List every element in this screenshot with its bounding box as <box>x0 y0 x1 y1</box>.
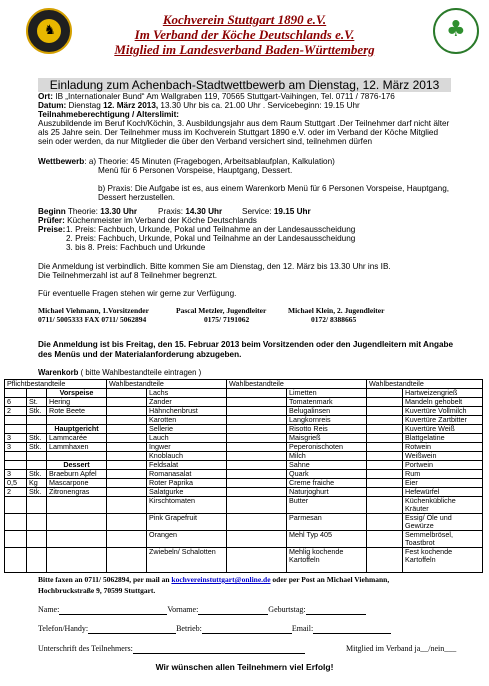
contact-phone-2: 0175/ 7191062 <box>204 315 250 324</box>
wettbewerb-a2: Menü für 6 Personen Vorspeise, Hauptgang, Dessert. <box>98 166 293 175</box>
warenkorb-input-cell[interactable] <box>107 461 147 470</box>
warenkorb-row <box>5 470 483 479</box>
wettbewerb-a1: : a) Theorie: 45 Minuten (Fragebogen, Arbeitsablaufplan, Kalkulation) <box>84 157 335 166</box>
warenkorb-cell: Rotwein <box>403 443 483 452</box>
warenkorb-cell: Mehlig kochende Kartoffeln <box>287 548 367 573</box>
warenkorb-cell: Sahne <box>287 461 367 470</box>
teilnahme-line-2: als 25 Jahre sein. Der Teilnehmer muss im Kochverein Stuttgart 1890 e.V. oder im Verband der Köche Mitglied <box>38 128 439 137</box>
warenkorb-header-cell: Wahlbestandteile <box>367 380 483 389</box>
form-row-2 <box>38 624 391 634</box>
warenkorb-cell <box>27 416 47 425</box>
header-line-2: Im Verband der Köche Deutschlands e.V. <box>134 27 355 42</box>
warenkorb-cell: Küchenkübliche Kräuter <box>403 497 483 514</box>
warenkorb-cell: 3 <box>5 434 27 443</box>
warenkorb-cell <box>47 416 107 425</box>
warenkorb-cell: Butter <box>287 497 367 514</box>
warenkorb-table <box>4 379 483 573</box>
warenkorb-cell: Eier <box>403 479 483 488</box>
betrieb-label: Betrieb: <box>176 624 202 633</box>
warenkorb-header-cell: Wahlbestandteile <box>227 380 367 389</box>
warenkorb-cell <box>5 514 27 531</box>
warenkorb-cell: Portwein <box>403 461 483 470</box>
warenkorb-row <box>5 434 483 443</box>
warenkorb-cell <box>47 548 107 573</box>
form-row-3 <box>38 644 305 654</box>
warenkorb-header-row <box>5 380 483 389</box>
verbindlich-line-1: Die Anmeldung ist verbindlich. Bitte kommen Sie am Dienstag, den 12. März bis 13.30 Uhr ins IB. <box>38 262 391 271</box>
warenkorb-cell: St. <box>27 398 47 407</box>
warenkorb-cell: Stk. <box>27 488 47 497</box>
warenkorb-row <box>5 443 483 452</box>
warenkorb-cell: Rote Beete <box>47 407 107 416</box>
warenkorb-input-cell[interactable] <box>107 514 147 531</box>
warenkorb-input-cell[interactable] <box>227 434 287 443</box>
horse-icon: ♞ <box>44 23 56 38</box>
anmeldung-line-2: des Menüs und der Materialanforderung abzugeben. <box>38 350 242 359</box>
warenkorb-cell <box>47 514 107 531</box>
datum-post: 13.30 Uhr bis ca. 21.00 Uhr . Servicebeginn: 19.15 Uhr <box>158 101 360 110</box>
warenkorb-cell: Hähnchenbrust <box>147 407 227 416</box>
warenkorb-cell <box>5 531 27 548</box>
service-label: Service: <box>242 207 274 216</box>
warenkorb-input-cell[interactable] <box>227 416 287 425</box>
teilnahme-label: Teilnahmeberechtigung / Alterslimit: <box>38 110 180 119</box>
warenkorb-input-cell[interactable] <box>107 389 147 398</box>
geburtstag-label: Geburtstag: <box>268 605 306 614</box>
geburtstag-field[interactable] <box>306 606 366 615</box>
warenkorb-input-cell[interactable] <box>227 398 287 407</box>
warenkorb-input-cell[interactable] <box>367 470 403 479</box>
warenkorb-cell: Langkornreis <box>287 416 367 425</box>
warenkorb-cell <box>47 452 107 461</box>
warenkorb-cell: Rum <box>403 470 483 479</box>
warenkorb-input-cell[interactable] <box>107 531 147 548</box>
warenkorb-input-cell[interactable] <box>107 497 147 514</box>
warenkorb-input-cell[interactable] <box>367 407 403 416</box>
clover-icon: ♣ <box>446 17 466 42</box>
email-label: Email: <box>291 624 314 633</box>
betrieb-field[interactable] <box>202 625 292 634</box>
service-time: 19.15 Uhr <box>273 207 311 216</box>
warenkorb-cell <box>27 461 47 470</box>
wettbewerb-b1: b) Praxis: Die Aufgabe ist es, aus einem Warenkorb Menü für 6 Personen Vorspeise, Hauptgang, <box>98 184 450 193</box>
warenkorb-cell: Hefewürfel <box>403 488 483 497</box>
wettbewerb-b2: Dessert herzustellen. <box>98 193 175 202</box>
warenkorb-cell <box>27 514 47 531</box>
warenkorb-input-cell[interactable] <box>367 514 403 531</box>
warenkorb-input-cell[interactable] <box>367 531 403 548</box>
warenkorb-input-cell[interactable] <box>227 425 287 434</box>
warenkorb-cell: Romanasalat <box>147 470 227 479</box>
warenkorb-input-cell[interactable] <box>107 398 147 407</box>
warenkorb-input-cell[interactable] <box>367 443 403 452</box>
address-line: Hochbruckstraße 9, 70599 Stuttgart. <box>38 586 156 595</box>
warenkorb-cell: Zwiebeln/ Schalotten <box>147 548 227 573</box>
contact-name-1: Michael Viehmann, 1.Vorsitzender <box>38 306 149 315</box>
header-line-1: Kochverein Stuttgart 1890 e.V. <box>162 12 327 27</box>
name-label: Name: <box>38 605 60 614</box>
warenkorb-cell: Lachs <box>147 389 227 398</box>
warenkorb-input-cell[interactable] <box>227 479 287 488</box>
warenkorb-cell <box>5 461 27 470</box>
warenkorb-cell <box>27 548 47 573</box>
warenkorb-cell: Knoblauch <box>147 452 227 461</box>
warenkorb-cell <box>5 425 27 434</box>
warenkorb-row <box>5 497 483 514</box>
warenkorb-input-cell[interactable] <box>107 488 147 497</box>
warenkorb-cell: Stk. <box>27 443 47 452</box>
warenkorb-cell: 2 <box>5 407 27 416</box>
warenkorb-input-cell[interactable] <box>227 389 287 398</box>
warenkorb-input-cell[interactable] <box>107 407 147 416</box>
warenkorb-input-cell[interactable] <box>227 443 287 452</box>
warenkorb-cell: Semmelbrösel, Toastbrot <box>403 531 483 548</box>
warenkorb-cell: Orangen <box>147 531 227 548</box>
unterschrift-field[interactable] <box>133 645 305 654</box>
warenkorb-input-cell[interactable] <box>107 479 147 488</box>
warenkorb-input-cell[interactable] <box>367 488 403 497</box>
warenkorb-cell: Hering <box>47 398 107 407</box>
fragen-line: Für eventuelle Fragen stehen wir gerne zur Verfügung. <box>38 289 237 298</box>
warenkorb-cell: 6 <box>5 398 27 407</box>
warenkorb-subtitle: ( bitte Wahlbestandteile eintragen ) <box>78 368 202 377</box>
warenkorb-input-cell[interactable] <box>107 452 147 461</box>
preise-label: Preise: <box>38 225 66 234</box>
warenkorb-input-cell[interactable] <box>227 548 287 573</box>
warenkorb-cell: Vorspeise <box>47 389 107 398</box>
warenkorb-input-cell[interactable] <box>367 416 403 425</box>
warenkorb-input-cell[interactable] <box>107 548 147 573</box>
fax-pre: Bitte faxen an 0711/ 5062894, per mail an <box>38 575 172 584</box>
vorname-field[interactable] <box>198 606 268 615</box>
warenkorb-cell: Stk. <box>27 407 47 416</box>
telefon-label: Telefon/Handy: <box>38 624 89 633</box>
praxis-time: 14.30 Uhr <box>185 207 223 216</box>
warenkorb-heading <box>38 368 201 378</box>
teilnahme-line-1: Auszubildende im Beruf Koch/Köchin, 3. Ausbildungsjahr aus dem Raum Stuttgart .Der Teilnehmer darf nicht älter <box>38 119 450 128</box>
warenkorb-cell: Feldsalat <box>147 461 227 470</box>
unterschrift-label: Unterschrift des Teilnehmers: <box>38 644 133 653</box>
warenkorb-cell: Hartweizengrieß <box>403 389 483 398</box>
warenkorb-cell <box>27 497 47 514</box>
warenkorb-cell: Kirschtomaten <box>147 497 227 514</box>
warenkorb-cell: Naturjoghurt <box>287 488 367 497</box>
form-row-1 <box>38 605 366 615</box>
warenkorb-input-cell[interactable] <box>107 470 147 479</box>
pruefer-label: Prüfer: <box>38 216 65 225</box>
warenkorb-cell: Parmesan <box>287 514 367 531</box>
warenkorb-cell: Stk. <box>27 470 47 479</box>
warenkorb-cell: Sellerie <box>147 425 227 434</box>
datum-date: 12. März 2013, <box>103 101 159 110</box>
warenkorb-cell: 2 <box>5 488 27 497</box>
anmeldung-line-1: Die Anmeldung ist bis Freitag, den 15. Februar 2013 beim Vorsitzenden oder den Jugendleitern mit Angabe <box>38 340 454 349</box>
warenkorb-input-cell[interactable] <box>367 497 403 514</box>
warenkorb-cell: 0,5 <box>5 479 27 488</box>
ort-label: Ort: <box>38 92 54 101</box>
theorie-label: Theorie: <box>65 207 101 216</box>
warenkorb-input-cell[interactable] <box>367 452 403 461</box>
warenkorb-input-cell[interactable] <box>367 398 403 407</box>
warenkorb-cell: Salatgurke <box>147 488 227 497</box>
warenkorb-cell <box>5 497 27 514</box>
warenkorb-input-cell[interactable] <box>227 470 287 479</box>
name-field[interactable] <box>59 606 167 615</box>
contact-name-2: Pascal Metzler, Jugendleiter <box>176 306 267 315</box>
warenkorb-cell <box>5 548 27 573</box>
email-field[interactable] <box>313 625 391 634</box>
warenkorb-cell: Karotten <box>147 416 227 425</box>
warenkorb-header-cell: Wahlbestandteile <box>107 380 227 389</box>
warenkorb-row <box>5 514 483 531</box>
warenkorb-cell: Belugalinsen <box>287 407 367 416</box>
warenkorb-cell: Quark <box>287 470 367 479</box>
warenkorb-cell: Lammcarée <box>47 434 107 443</box>
warenkorb-cell: 3 <box>5 443 27 452</box>
warenkorb-cell: Hauptgericht <box>47 425 107 434</box>
warenkorb-input-cell[interactable] <box>367 434 403 443</box>
warenkorb-input-cell[interactable] <box>227 514 287 531</box>
warenkorb-input-cell[interactable] <box>367 479 403 488</box>
praxis-label: Praxis: <box>158 207 186 216</box>
warenkorb-input-cell[interactable] <box>367 548 403 573</box>
warenkorb-cell: Mandeln gehobelt <box>403 398 483 407</box>
contact-name-3: Michael Klein, 2. Jugendleiter <box>288 306 385 315</box>
warenkorb-cell: Peperonischoten <box>287 443 367 452</box>
warenkorb-cell <box>27 531 47 548</box>
mitglied-label[interactable]: Mitglied im Verband ja__/nein___ <box>346 644 457 653</box>
warenkorb-cell: Ingwer <box>147 443 227 452</box>
warenkorb-cell: Creme fraiche <box>287 479 367 488</box>
warenkorb-row <box>5 398 483 407</box>
ort-text: IB „Internationaler Bund“ Am Wallgraben 119, 70565 Stuttgart-Vaihingen, Tel. 0711 / 7876-176 <box>53 92 395 101</box>
telefon-field[interactable] <box>88 625 176 634</box>
warenkorb-header-cell: Pflichtbestandteile <box>5 380 107 389</box>
warenkorb-cell: Pink Grapefruit <box>147 514 227 531</box>
warenkorb-input-cell[interactable] <box>227 531 287 548</box>
warenkorb-row <box>5 389 483 398</box>
wettbewerb-label: Wettbewerb <box>38 157 85 166</box>
warenkorb-row <box>5 425 483 434</box>
header-line-3: Mitglied im Landesverband Baden-Württemberg <box>114 42 375 57</box>
warenkorb-cell: Kuvertüre Weiß <box>403 425 483 434</box>
warenkorb-cell: Limetten <box>287 389 367 398</box>
warenkorb-cell: Maisgrieß <box>287 434 367 443</box>
warenkorb-input-cell[interactable] <box>227 452 287 461</box>
warenkorb-cell: Dessert <box>47 461 107 470</box>
warenkorb-cell: Mascarpone <box>47 479 107 488</box>
warenkorb-cell <box>27 425 47 434</box>
preis-3: 3. bis 8. Preis: Fachbuch und Urkunde <box>66 243 206 252</box>
warenkorb-row <box>5 416 483 425</box>
warenkorb-cell <box>27 452 47 461</box>
fax-post: oder per Post an Michael Viehmann, <box>270 575 390 584</box>
warenkorb-input-cell[interactable] <box>227 497 287 514</box>
warenkorb-cell: Lauch <box>147 434 227 443</box>
warenkorb-cell: Stk. <box>27 434 47 443</box>
invitation-title: Einladung zum Achenbach-Stadtwettbewerb am Dienstag, 12. März 2013 <box>38 78 451 92</box>
preis-2: 2. Preis: Fachbuch, Urkunde, Pokal und Teilnahme an der Landesausscheidung <box>66 234 356 243</box>
warenkorb-input-cell[interactable] <box>107 443 147 452</box>
warenkorb-cell: Zander <box>147 398 227 407</box>
warenkorb-cell <box>5 416 27 425</box>
warenkorb-cell: Milch <box>287 452 367 461</box>
warenkorb-row <box>5 461 483 470</box>
warenkorb-cell: Weißwein <box>403 452 483 461</box>
warenkorb-cell: Mehl Typ 405 <box>287 531 367 548</box>
warenkorb-cell: Essig/ Öle und Gewürze <box>403 514 483 531</box>
warenkorb-cell: Fest kochende Kartoffeln <box>403 548 483 573</box>
warenkorb-cell <box>47 497 107 514</box>
warenkorb-row <box>5 531 483 548</box>
warenkorb-row <box>5 479 483 488</box>
warenkorb-cell: Kuvertüre Zartbitter <box>403 416 483 425</box>
warenkorb-cell <box>27 389 47 398</box>
warenkorb-cell: 3 <box>5 470 27 479</box>
warenkorb-input-cell[interactable] <box>367 461 403 470</box>
warenkorb-input-cell[interactable] <box>227 488 287 497</box>
vorname-label: Vorname: <box>167 605 199 614</box>
warenkorb-row <box>5 407 483 416</box>
contact-phone-1: 0711/ 5005333 FAX 0711/ 5062894 <box>38 315 147 324</box>
teilnahme-line-3: sein oder werden, da nur Mitglieder die über den Verband versichert sind, teilnehmen dürfen <box>38 137 373 146</box>
warenkorb-cell: Roter Paprika <box>147 479 227 488</box>
datum-pre: Dienstag <box>66 101 104 110</box>
fax-line <box>38 575 389 585</box>
warenkorb-cell <box>47 531 107 548</box>
warenkorb-cell: Tomatenmark <box>287 398 367 407</box>
verbindlich-line-2: Die Teilnehmerzahl ist auf 8 Teilnehmer begrenzt. <box>38 271 218 280</box>
warenkorb-input-cell[interactable] <box>367 389 403 398</box>
warenkorb-cell: Blattgelatine <box>403 434 483 443</box>
contact-phone-3: 0172/ 8388665 <box>311 315 357 324</box>
warenkorb-cell: Risotto Reis <box>287 425 367 434</box>
closing-line: Wir wünschen allen Teilnehmern viel Erfolg! <box>155 662 334 672</box>
warenkorb-cell: Lammhaxen <box>47 443 107 452</box>
warenkorb-input-cell[interactable] <box>367 425 403 434</box>
warenkorb-cell <box>5 452 27 461</box>
warenkorb-cell: Braeburn Apfel <box>47 470 107 479</box>
warenkorb-input-cell[interactable] <box>227 407 287 416</box>
warenkorb-row <box>5 548 483 573</box>
theorie-time: 13.30 Uhr <box>100 207 138 216</box>
warenkorb-input-cell[interactable] <box>107 425 147 434</box>
warenkorb-cell: Kuvertüre Vollmilch <box>403 407 483 416</box>
pruefer-text: Küchenmeister im Verband der Köche Deutschlands <box>64 216 257 225</box>
beginn-label: Beginn <box>38 207 66 216</box>
warenkorb-cell: Kg <box>27 479 47 488</box>
warenkorb-cell <box>5 389 27 398</box>
warenkorb-row <box>5 488 483 497</box>
warenkorb-row <box>5 452 483 461</box>
warenkorb-input-cell[interactable] <box>227 461 287 470</box>
email-link[interactable]: kochvereinstuttgart@online.de <box>171 575 271 584</box>
warenkorb-title: Warenkorb <box>38 368 79 377</box>
warenkorb-input-cell[interactable] <box>107 434 147 443</box>
warenkorb-cell: Zitronengras <box>47 488 107 497</box>
preis-1: 1. Preis: Fachbuch, Urkunde, Pokal und Teilnahme an der Landesausscheidung <box>66 225 356 234</box>
datum-label: Datum: <box>38 101 67 110</box>
warenkorb-input-cell[interactable] <box>107 416 147 425</box>
